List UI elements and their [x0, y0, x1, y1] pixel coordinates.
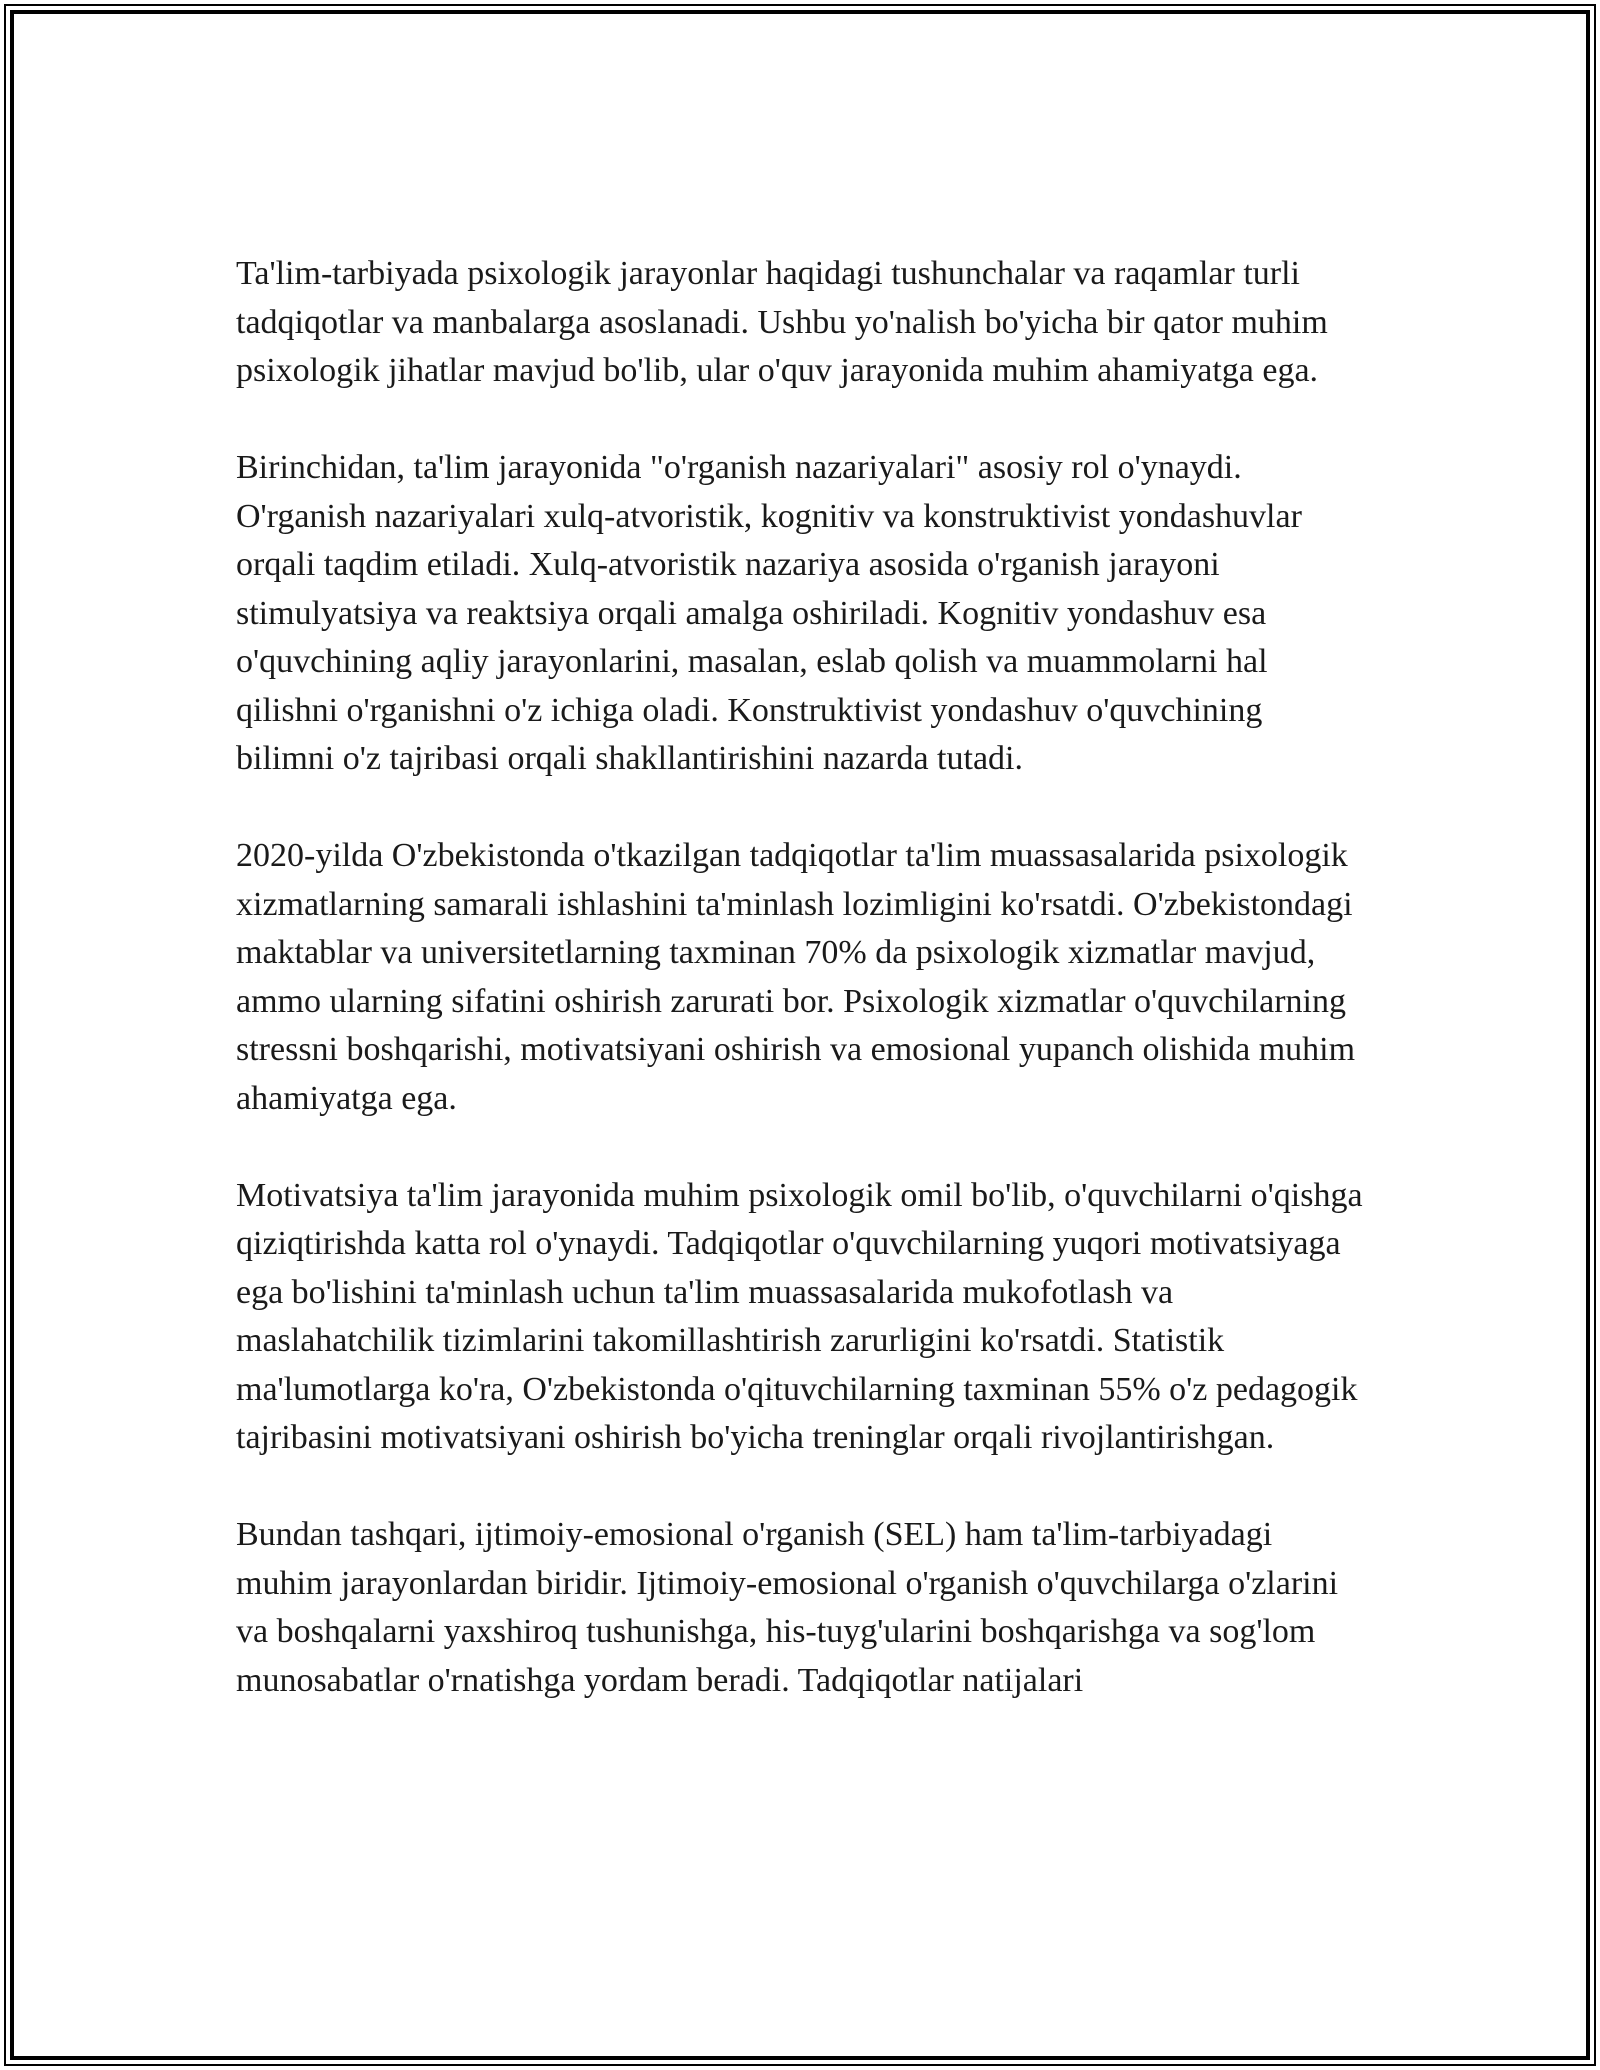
document-body	[236, 250, 1366, 1754]
paragraph-psychological-services: 2020-yilda O'zbekistonda o'tkazilgan tadqiqotlar ta'lim muassasalarida psixologik xizmatlarning samarali ishlashini ta'minlash lozimligini ko'rsatdi. O'zbekistondagi maktablar va universitetlarning taxminan 70% da psixologik xizmatlar mavjud, ammo ularning sifatini oshirish zarurati bor. Psixologik xizmatlar o'quvchilarning stressni boshqarishi, motivatsiyani oshirish va emosional yupanch olishida muhim ahamiyatga ega.	[236, 837, 1356, 1117]
paragraph-sel: Bundan tashqari, ijtimoiy-emosional o'rganish (SEL) ham ta'lim-tarbiyadagi muhim jarayonlardan biridir. Ijtimoiy-emosional o'rganish o'quvchilarga o'zlarini va boshqalarni yaxshiroq tushunishga, his-tuyg'ularini boshqarishga va sog'lom munosabatlar o'rnatishga yordam beradi. Tadqiqotlar natijalari	[236, 1516, 1339, 1699]
paragraph-motivation: Motivatsiya ta'lim jarayonida muhim psixologik omil bo'lib, o'quvchilarni o'qishga qiziqtirishda katta rol o'ynaydi. Tadqiqotlar o'quvchilarning yuqori motivatsiyaga ega bo'lishini ta'minlash uchun ta'lim muassasalarida mukofotlash va maslahatchilik tizimlarini takomillashtirish zarurligini ko'rsatdi. Statistik ma'lumotlarga ko'ra, O'zbekistonda o'qituvchilarning taxminan 55% o'z pedagogik tajribasini motivatsiyani oshirish bo'yicha treninglar orqali rivojlantirishgan.	[236, 1176, 1363, 1456]
paragraph-learning-theories: Birinchidan, ta'lim jarayonida "o'rganish nazariyalari" asosiy rol o'ynaydi. O'rganish nazariyalari xulq-atvoristik, kognitiv va konstruktivist yondashuvlar orqali taqdim etiladi. Xulq-atvoristik nazariya asosida o'rganish jarayoni stimulyatsiya va reaktsiya orqali amalga oshiriladi. Kognitiv yondashuv esa o'quvchining aqliy jarayonlarini, masalan, eslab qolish va muammolarni hal qilishni o'rganishni o'z ichiga oladi. Konstruktivist yondashuv o'quvchining bilimni o'z tajribasi orqali shakllantirishini nazarda tutadi.	[236, 449, 1302, 777]
paragraph-intro: Ta'lim-tarbiyada psixologik jarayonlar haqidagi tushunchalar va raqamlar turli tadqiqotlar va manbalarga asoslanadi. Ushbu yo'nalish bo'yicha bir qator muhim psixologik jihatlar mavjud bo'lib, ular o'quv jarayonida muhim ahamiyatga ega.	[236, 255, 1328, 389]
